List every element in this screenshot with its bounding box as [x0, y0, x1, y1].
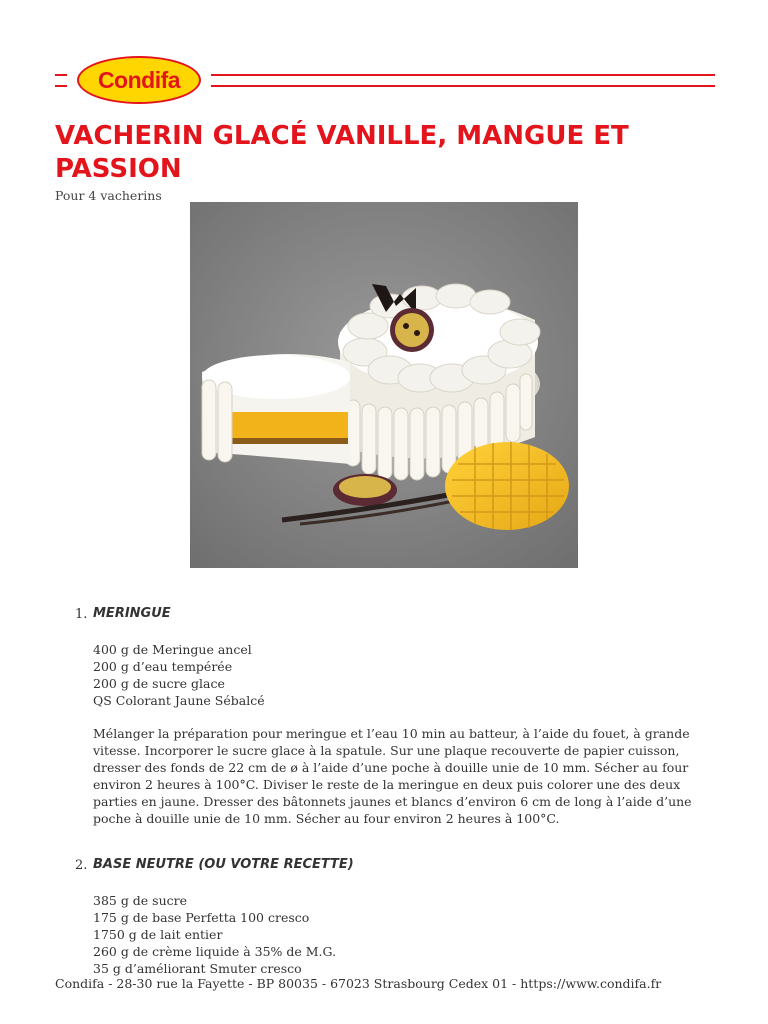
- ingredient-list: [93, 641, 695, 709]
- step-title: BASE NEUTRE (OU VOTRE RECETTE): [93, 857, 354, 872]
- page-footer: Condifa - 28-30 rue la Fayette - BP 80035 - 67023 Strasbourg Cedex 01 - https://www.condifa.fr: [55, 976, 662, 991]
- ingredient-item: 175 g de base Perfetta 100 cresco: [93, 910, 310, 925]
- ingredient-item: 385 g de sucre: [93, 893, 188, 908]
- recipe-steps: [55, 606, 695, 977]
- header-rule-left-top: [55, 74, 67, 76]
- recipe-title: VACHERIN GLACÉ VANILLE, MANGUE ET PASSION: [55, 121, 629, 184]
- condifa-logo[interactable]: [77, 56, 201, 104]
- recipe-yield: Pour 4 vacherins: [55, 188, 162, 203]
- ingredient-item: 260 g de crème liquide à 35% de M.G.: [93, 944, 337, 959]
- step-meringue: [55, 606, 695, 827]
- ingredient-item: 200 g d’eau tempérée: [93, 659, 233, 674]
- ingredient-item: QS Colorant Jaune Sébalcé: [93, 693, 265, 708]
- dessert-photo: [190, 202, 578, 568]
- step-base-neutre: [55, 857, 695, 977]
- header: [55, 56, 715, 106]
- ingredient-item: 400 g de Meringue ancel: [93, 642, 252, 657]
- header-rule-right-top: [211, 74, 715, 76]
- header-rule-right-bottom: [211, 85, 715, 87]
- step-method: Mélanger la préparation pour meringue et l’eau 10 min au batteur, à l’aide du fouet, à grande vitesse. Incorporer le sucre glace à la spatule. Sur une plaque recouverte de papier cuisson, dresser des fonds de 22 cm de ø à l’aide d’une poche à douille unie de 10 mm. Sécher au four environ 2 heures à 100°C. Diviser le reste de la meringue en deux puis colorer une des deux parties en jaune. Dresser des bâtonnets jaunes et blancs d’environ 6 cm de long à l’aide d’une poche à douille unie de 10 mm. Sécher au four environ 2 heures à 100°C.: [93, 726, 692, 826]
- ingredient-item: 200 g de sucre glace: [93, 676, 225, 691]
- step-title: MERINGUE: [93, 606, 171, 621]
- ingredient-list: [93, 892, 695, 977]
- step-number: 1.: [75, 607, 88, 622]
- ingredient-item: 35 g d’améliorant Smuter cresco: [93, 961, 302, 976]
- header-rule-left-bottom: [55, 85, 67, 87]
- step-number: 2.: [75, 858, 88, 873]
- ingredient-item: 1750 g de lait entier: [93, 927, 223, 942]
- logo-text: Condifa: [97, 66, 181, 93]
